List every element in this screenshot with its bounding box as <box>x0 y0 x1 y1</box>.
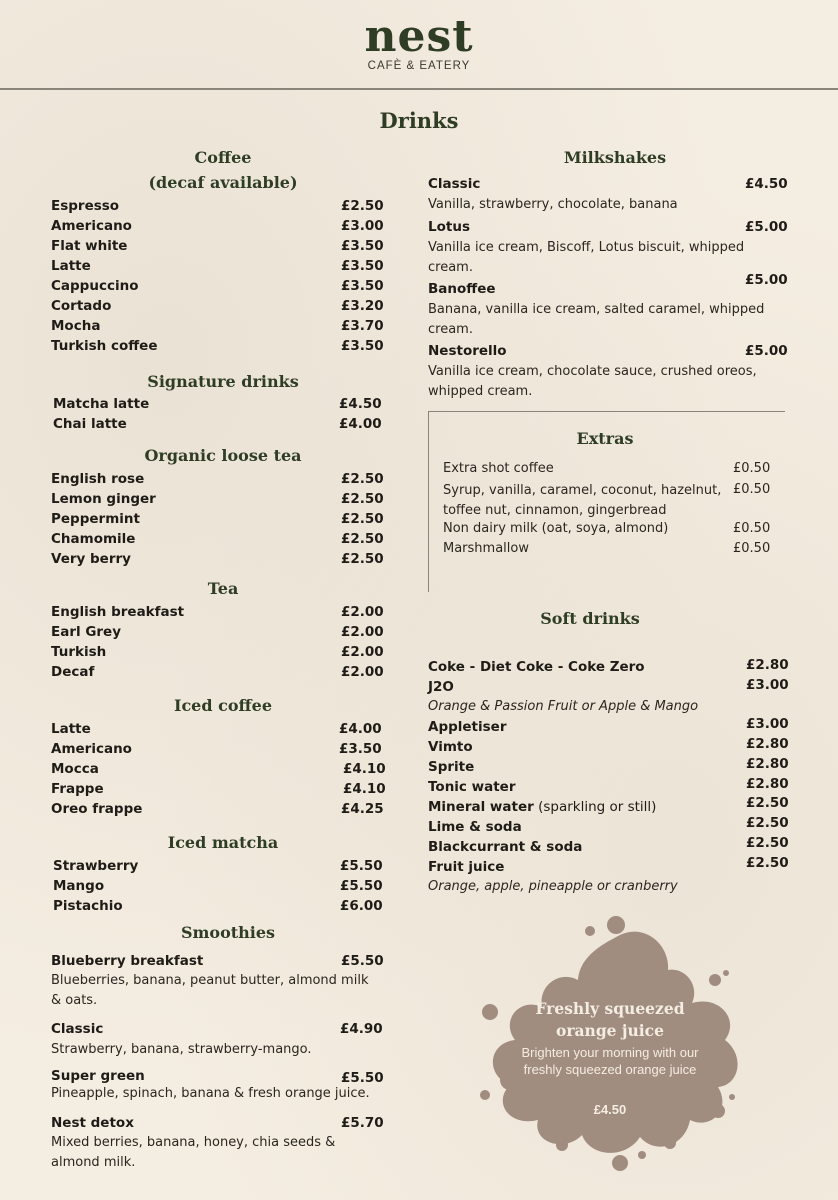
menu-item-price: £2.80 <box>746 776 789 792</box>
menu-item-price: £2.50 <box>341 511 384 527</box>
section-subtitle-decaf: (decaf available) <box>148 173 298 192</box>
menu-item-price: £3.50 <box>341 278 384 294</box>
menu-item-name: Strawberry <box>53 858 139 874</box>
menu-item-price: £2.00 <box>341 624 384 640</box>
menu-item-name: Mango <box>53 878 105 894</box>
section-title-extras: Extras <box>576 429 634 448</box>
menu-item-name <box>428 799 656 815</box>
menu-item-price: £3.00 <box>746 716 789 732</box>
nest-logo: nest <box>364 11 474 62</box>
menu-item-price: £2.50 <box>746 835 789 851</box>
extra-item-name: Non dairy milk (oat, soya, almond) <box>443 521 669 536</box>
menu-item-price: £5.00 <box>745 272 788 288</box>
menu-item-name-text: Mineral water <box>428 799 534 815</box>
menu-item-name: Sprite <box>428 759 475 775</box>
menu-item-price: £6.00 <box>340 898 383 914</box>
menu-item-name: English rose <box>51 471 145 487</box>
menu-item-description: Pineapple, spinach, banana & fresh orange juice. <box>51 1086 370 1101</box>
menu-item-price: £3.50 <box>341 238 384 254</box>
menu-item-price: £4.10 <box>343 761 386 777</box>
tagline: CAFÈ & EATERY <box>367 60 471 72</box>
menu-item-price: £5.00 <box>745 343 788 359</box>
menu-item-price: £5.50 <box>341 953 384 969</box>
menu-item-price: £2.50 <box>341 471 384 487</box>
menu-item-name: Espresso <box>51 198 120 214</box>
menu-item-name: Cappuccino <box>51 278 139 294</box>
menu-item-price: £2.00 <box>341 644 384 660</box>
section-title-signature: Signature drinks <box>147 372 299 391</box>
menu-item-description: Banana, vanilla ice cream, salted caramel, whipped cream. <box>428 302 765 337</box>
promo-text: Brighten your morning with our freshly squeezed orange juice <box>521 1045 699 1077</box>
menu-item-price: £5.50 <box>340 858 383 874</box>
menu-item-name: Mocha <box>51 318 101 334</box>
menu-item-name: English breakfast <box>51 604 185 620</box>
menu-item-name: Coke - Diet Coke - Coke Zero <box>428 659 645 675</box>
menu-item-name: Very berry <box>51 551 131 567</box>
menu-item-name: Classic <box>51 1021 104 1037</box>
menu-item-name: Classic <box>428 176 481 192</box>
menu-item-name: Turkish coffee <box>51 338 158 354</box>
menu-item-name: Tonic water <box>428 779 516 795</box>
menu-item-price: £4.50 <box>745 176 788 192</box>
extra-item-name: Syrup, vanilla, caramel, coconut, hazelnut, toffee nut, cinnamon, gingerbread <box>443 483 722 518</box>
menu-item-name: Mocca <box>51 761 99 777</box>
menu-item-price: £3.50 <box>341 338 384 354</box>
menu-item-name: Americano <box>51 218 132 234</box>
menu-item-suffix: (sparkling or still) <box>533 799 657 815</box>
extra-item-name: Extra shot coffee <box>443 461 554 476</box>
menu-item-name: Cortado <box>51 298 112 314</box>
section-title-tea: Tea <box>207 579 239 598</box>
menu-item-name: Lime & soda <box>428 819 522 835</box>
menu-item-price: £2.80 <box>746 736 789 752</box>
promo-title: Freshly squeezed orange juice <box>535 999 685 1040</box>
menu-item-price: £5.70 <box>341 1115 384 1131</box>
menu-item-name: Earl Grey <box>51 624 122 640</box>
menu-item-description: Blueberries, banana, peanut butter, almond milk & oats. <box>51 973 369 1008</box>
section-title-organic-tea: Organic loose tea <box>144 446 302 465</box>
menu-item-price: £2.80 <box>746 756 789 772</box>
extra-item-price: £0.50 <box>733 541 771 556</box>
extra-item-name: Marshmallow <box>443 541 529 556</box>
menu-item-price: £3.00 <box>341 218 384 234</box>
menu-item-name: Lotus <box>428 219 470 235</box>
menu-item-name: Chamomile <box>51 531 136 547</box>
section-title-coffee: Coffee <box>194 148 252 167</box>
menu-item-name: Pistachio <box>53 898 123 914</box>
section-title-iced-coffee: Iced coffee <box>173 696 273 715</box>
menu-item-name: Chai latte <box>53 416 127 432</box>
menu-item-name: Nest detox <box>51 1115 134 1131</box>
menu-item-name: Fruit juice <box>428 859 505 875</box>
menu-item-name: Nestorello <box>428 343 507 359</box>
menu-item-name: Latte <box>51 258 91 274</box>
menu-item-price: £2.00 <box>341 664 384 680</box>
menu-item-name: Peppermint <box>51 511 140 527</box>
menu-item-name: Blueberry breakfast <box>51 953 204 969</box>
menu-item-price: £2.00 <box>341 604 384 620</box>
menu-item-name: J2O <box>428 679 454 695</box>
menu-item-name: Banoffee <box>428 281 496 297</box>
menu-item-name: Appletiser <box>428 719 507 735</box>
menu-item-price: £5.00 <box>745 219 788 235</box>
menu-item-price: £2.50 <box>341 198 384 214</box>
menu-item-price: £4.10 <box>343 781 386 797</box>
menu-item-price: £5.50 <box>340 878 383 894</box>
menu-item-name: Latte <box>51 721 91 737</box>
promo-price: £4.50 <box>593 1102 627 1117</box>
menu-item-price: £4.50 <box>339 396 382 412</box>
menu-item-price: £2.50 <box>341 531 384 547</box>
menu-item-price: £3.00 <box>746 677 789 693</box>
section-title-iced-matcha: Iced matcha <box>167 833 279 852</box>
menu-item-name: Frappe <box>51 781 104 797</box>
extra-item-price: £0.50 <box>733 461 771 476</box>
menu-item-note: Orange & Passion Fruit or Apple & Mango <box>428 699 699 714</box>
menu-item-price: £4.00 <box>339 721 382 737</box>
extra-item-price: £0.50 <box>733 482 771 497</box>
menu-item-price: £4.90 <box>340 1021 383 1037</box>
section-title-milkshakes: Milkshakes <box>563 148 667 167</box>
menu-item-description: Mixed berries, banana, honey, chia seeds & almond milk. <box>51 1135 336 1170</box>
menu-item-description: Vanilla ice cream, Biscoff, Lotus biscuit, whipped cream. <box>428 240 745 275</box>
menu-item-name: Decaf <box>51 664 95 680</box>
header-divider <box>0 88 838 90</box>
menu-item-price: £2.50 <box>341 551 384 567</box>
menu-item-price: £3.20 <box>341 298 384 314</box>
menu-item-price: £3.70 <box>341 318 384 334</box>
menu-item-name: Matcha latte <box>53 396 150 412</box>
menu-item-price: £3.50 <box>341 258 384 274</box>
section-title-smoothies: Smoothies <box>180 923 276 942</box>
menu-item-price: £3.50 <box>339 741 382 757</box>
menu-item-name: Blackcurrant & soda <box>428 839 583 855</box>
menu-item-price: £2.50 <box>746 795 789 811</box>
menu-item-name: Vimto <box>428 739 473 755</box>
menu-item-description: Strawberry, banana, strawberry-mango. <box>51 1042 312 1057</box>
menu-item-name: Super green <box>51 1068 145 1084</box>
menu-item-name: Turkish <box>51 644 107 660</box>
menu-item-price: £4.00 <box>339 416 382 432</box>
menu-item-note: Orange, apple, pineapple or cranberry <box>428 879 678 894</box>
section-title-soft-drinks: Soft drinks <box>540 609 640 628</box>
menu-item-price: £2.50 <box>746 815 789 831</box>
menu-item-price: £2.50 <box>341 491 384 507</box>
menu-item-price: £2.50 <box>746 855 789 871</box>
extra-item-price: £0.50 <box>733 521 771 536</box>
menu-item-price: £4.25 <box>341 801 384 817</box>
page-title: Drinks <box>379 108 459 133</box>
menu-item-name: Oreo frappe <box>51 801 143 817</box>
menu-item-description: Vanilla, strawberry, chocolate, banana <box>428 197 678 212</box>
menu-item-name: Americano <box>51 741 132 757</box>
menu-item-price: £2.80 <box>746 657 789 673</box>
menu-item-price: £5.50 <box>341 1070 384 1086</box>
menu-item-name: Flat white <box>51 238 128 254</box>
menu-item-description: Vanilla ice cream, chocolate sauce, crushed oreos, whipped cream. <box>428 364 757 399</box>
menu-item-name: Lemon ginger <box>51 491 156 507</box>
